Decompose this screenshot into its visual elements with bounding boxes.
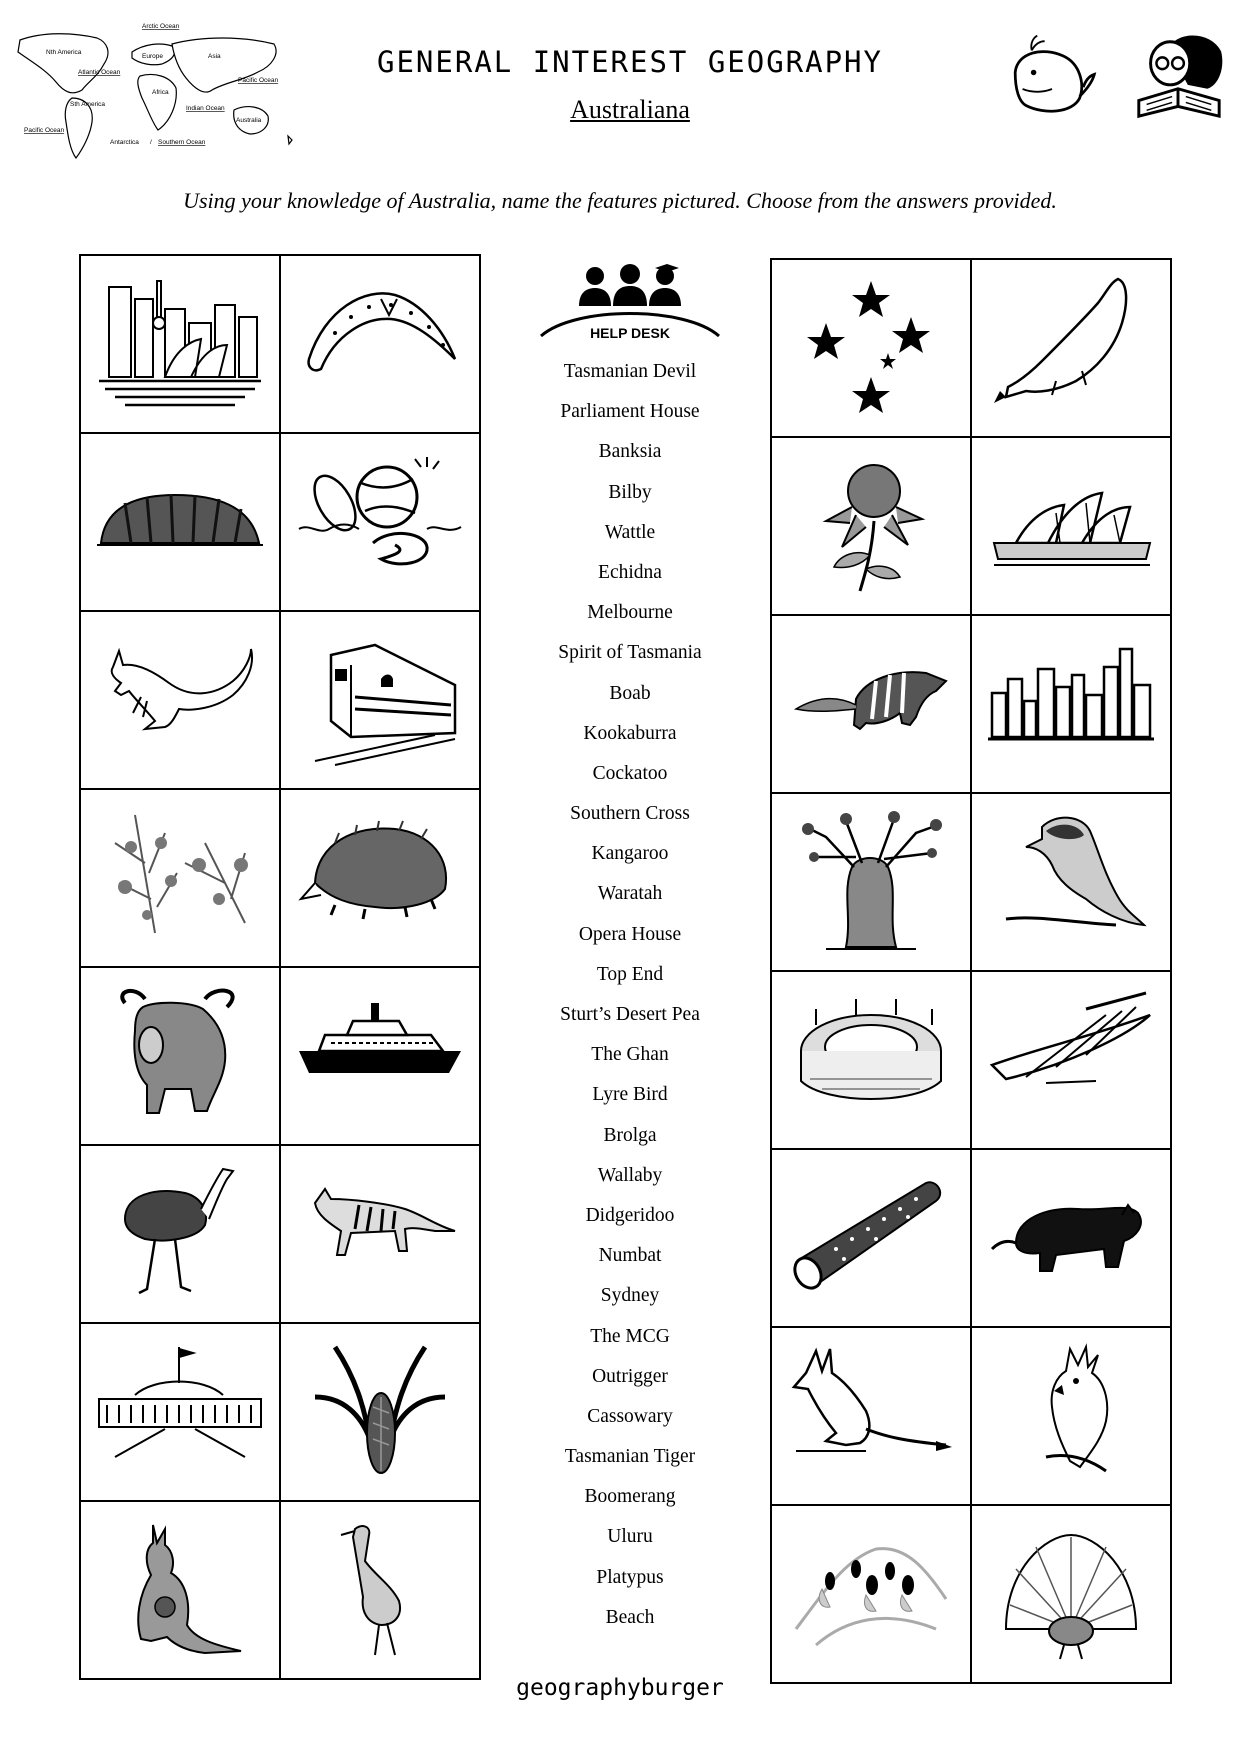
map-label-antarctica: Antarctica xyxy=(110,139,139,146)
map-label-pacific-west: Pacific Ocean xyxy=(24,127,65,134)
tasmanian-devil-icon xyxy=(986,1163,1156,1313)
map-label-arctic: Arctic Ocean xyxy=(142,23,180,30)
melbourne-skyline-icon xyxy=(986,629,1156,779)
picture-cell xyxy=(281,256,481,434)
answer-item: Waratah xyxy=(597,883,663,905)
picture-cell xyxy=(81,1502,281,1680)
answer-item: Cockatoo xyxy=(592,762,668,784)
boab-tree-icon xyxy=(786,807,956,957)
wattle-icon xyxy=(95,803,265,953)
map-label-europe: Europe xyxy=(142,53,163,60)
platypus-icon xyxy=(986,273,1156,423)
picture-cell xyxy=(81,256,281,434)
answer-list xyxy=(535,352,725,1638)
bilby-icon xyxy=(786,1341,956,1491)
picture-grid-left xyxy=(79,254,481,1680)
picture-cell xyxy=(81,790,281,968)
picture-cell xyxy=(81,434,281,612)
tasmanian-tiger-icon xyxy=(295,1159,465,1309)
picture-cell xyxy=(81,1324,281,1502)
footer-brand: geographyburger xyxy=(516,1675,724,1701)
picture-cell xyxy=(281,1146,481,1324)
brolga-icon xyxy=(295,1515,465,1665)
numbat-icon xyxy=(786,629,956,779)
southern-cross-icon xyxy=(786,273,956,423)
sydney-skyline-icon xyxy=(95,269,265,419)
picture-cell xyxy=(772,794,972,972)
picture-cell xyxy=(772,1506,972,1684)
picture-cell xyxy=(772,1150,972,1328)
answer-item: Sydney xyxy=(600,1285,660,1307)
map-label-indian: Indian Ocean xyxy=(186,105,225,112)
picture-cell xyxy=(281,790,481,968)
map-label-pacific-east: Pacific Ocean xyxy=(238,77,279,84)
help-desk xyxy=(535,262,725,1638)
lyre-bird-icon xyxy=(986,1519,1156,1669)
picture-cell xyxy=(281,434,481,612)
picture-cell xyxy=(972,1328,1172,1506)
picture-cell xyxy=(772,260,972,438)
help-desk-logo-icon xyxy=(535,262,725,344)
page-subtitle: Australiana xyxy=(570,95,690,124)
waratah-icon xyxy=(786,451,956,601)
answer-item: Kookaburra xyxy=(583,722,677,744)
world-map-icon xyxy=(12,18,312,168)
uluru-icon xyxy=(95,447,265,597)
answer-item: Didgeridoo xyxy=(585,1204,675,1226)
answer-item: Bilby xyxy=(608,481,652,503)
answer-item: Top End xyxy=(596,963,664,985)
picture-cell xyxy=(81,968,281,1146)
answer-item: Tasmanian Devil xyxy=(563,361,697,382)
answer-item: Banksia xyxy=(598,441,662,463)
help-desk-label: HELP DESK xyxy=(590,325,670,341)
beach-icon xyxy=(295,447,465,597)
answer-item: Beach xyxy=(605,1606,655,1628)
answer-item: Spirit of Tasmania xyxy=(558,642,702,664)
parliament-house-icon xyxy=(95,1337,265,1487)
answer-item: Uluru xyxy=(607,1526,653,1548)
picture-cell xyxy=(972,1506,1172,1684)
picture-cell xyxy=(772,438,972,616)
answer-item: Kangaroo xyxy=(591,843,669,865)
kookaburra-icon xyxy=(986,807,1156,957)
answer-item: Boab xyxy=(609,682,651,704)
picture-cell xyxy=(972,438,1172,616)
answer-item: Outrigger xyxy=(592,1365,668,1387)
answer-item: Numbat xyxy=(598,1245,662,1267)
kangaroo-icon xyxy=(95,625,265,775)
answer-item: Sturt’s Desert Pea xyxy=(560,1004,700,1025)
map-label-sam: Sth America xyxy=(70,101,106,108)
map-label-slash: / xyxy=(150,139,152,146)
answer-item: Parliament House xyxy=(560,401,700,423)
answer-item: Southern Cross xyxy=(570,803,690,825)
whale-icon xyxy=(1006,32,1098,124)
answer-item: Echidna xyxy=(598,561,662,583)
wallaby-icon xyxy=(95,1515,265,1665)
ferry-ship-icon xyxy=(295,981,465,1131)
outrigger-canoe-icon xyxy=(986,985,1156,1135)
mcg-stadium-icon xyxy=(786,985,956,1135)
picture-cell xyxy=(772,972,972,1150)
picture-cell xyxy=(281,968,481,1146)
water-buffalo-icon xyxy=(95,981,265,1131)
map-label-atlantic: Atlantic Ocean xyxy=(78,69,121,76)
answer-item: Opera House xyxy=(578,923,682,945)
picture-cell xyxy=(281,612,481,790)
echidna-icon xyxy=(295,803,465,953)
cassowary-icon xyxy=(95,1159,265,1309)
answer-item: Platypus xyxy=(596,1566,664,1588)
picture-cell xyxy=(972,1150,1172,1328)
answer-item: Wallaby xyxy=(597,1164,663,1186)
sturts-desert-pea-icon xyxy=(786,1519,956,1669)
map-label-australia: Australia xyxy=(236,117,262,124)
answer-item: Melbourne xyxy=(587,602,673,624)
answer-item: The Ghan xyxy=(591,1044,669,1066)
picture-cell xyxy=(772,616,972,794)
picture-cell xyxy=(972,260,1172,438)
picture-cell xyxy=(81,1146,281,1324)
picture-cell xyxy=(972,616,1172,794)
cockatoo-icon xyxy=(986,1341,1156,1491)
picture-grid-right xyxy=(770,258,1172,1684)
map-label-asia: Asia xyxy=(208,53,221,60)
answer-item: Brolga xyxy=(603,1124,657,1146)
the-ghan-train-icon xyxy=(295,625,465,775)
banksia-icon xyxy=(295,1337,465,1487)
picture-cell xyxy=(972,794,1172,972)
map-label-nam: Nth America xyxy=(46,49,82,56)
boomerang-icon xyxy=(295,269,465,419)
picture-cell xyxy=(772,1328,972,1506)
instructions-text: Using your knowledge of Australia, name the features pictured. Choose from the answers provided. xyxy=(183,188,1057,213)
didgeridoo-icon xyxy=(786,1163,956,1313)
picture-cell xyxy=(972,972,1172,1150)
answer-item: Tasmanian Tiger xyxy=(564,1446,696,1468)
answer-item: Boomerang xyxy=(584,1486,676,1508)
answer-item: Wattle xyxy=(604,521,656,543)
opera-house-icon xyxy=(986,451,1156,601)
answer-item: Cassowary xyxy=(587,1405,673,1427)
answer-item: Lyre Bird xyxy=(592,1084,668,1106)
answer-item: The MCG xyxy=(590,1325,670,1347)
picture-cell xyxy=(281,1324,481,1502)
map-label-southern: Southern Ocean xyxy=(158,139,206,146)
picture-cell xyxy=(81,612,281,790)
reading-person-icon xyxy=(1128,28,1228,126)
picture-cell xyxy=(281,1502,481,1680)
map-label-africa: Africa xyxy=(152,89,169,96)
page-title: GENERAL INTEREST GEOGRAPHY xyxy=(377,45,883,79)
